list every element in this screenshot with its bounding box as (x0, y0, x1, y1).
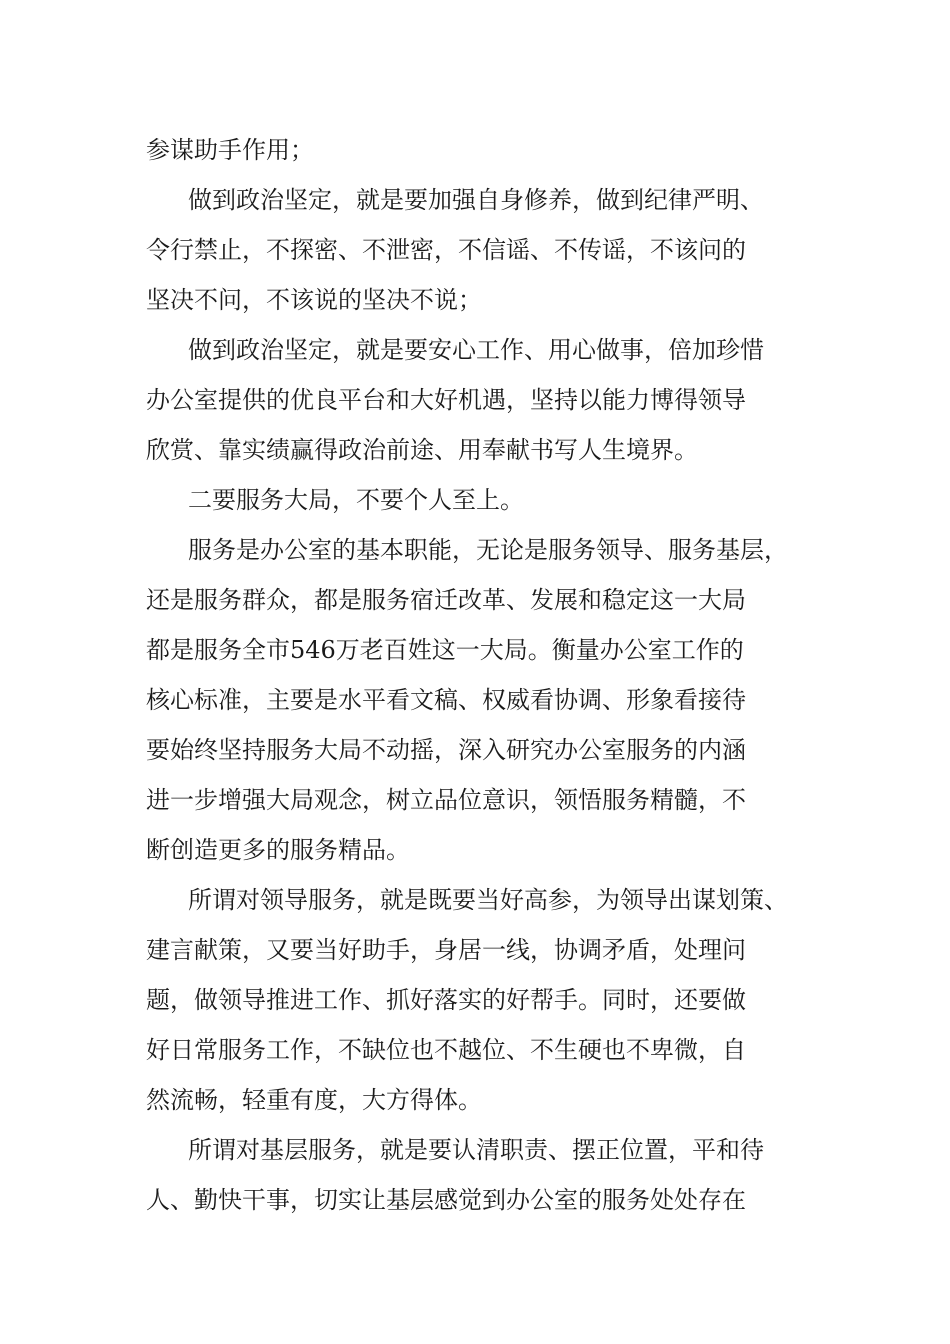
text-line-19: 好日常服务工作，不缺位也不越位、不生硬也不卑微，自 (146, 1036, 746, 1064)
text-line-6: 办公室提供的优良平台和大好机遇，坚持以能力博得领导 (146, 386, 746, 414)
text-line-20: 然流畅，轻重有度，大方得体。 (146, 1086, 482, 1114)
section-heading-line-8: 二要服务大局，不要个人至上。 (188, 486, 524, 514)
text-line-15: 断创造更多的服务精品。 (146, 836, 410, 864)
text-line-13: 要始终坚持服务大局不动摇，深入研究办公室服务的内涵 (146, 736, 746, 764)
text-line-10: 还是服务群众，都是服务宿迁改革、发展和稳定这一大局 (146, 586, 746, 614)
text-line-17: 建言献策，又要当好助手，身居一线，协调矛盾，处理问 (146, 936, 746, 964)
paragraph-start-line-16: 所谓对领导服务，就是既要当好高参，为领导出谋划策、 (188, 886, 788, 914)
text-line-22: 人、勤快干事，切实让基层感觉到办公室的服务处处存在 (146, 1186, 746, 1214)
text-line-14: 进一步增强大局观念，树立品位意识，领悟服务精髓，不 (146, 786, 746, 814)
paragraph-start-line-5: 做到政治坚定，就是要安心工作、用心做事，倍加珍惜 (188, 336, 764, 364)
paragraph-start-line-9: 服务是办公室的基本职能，无论是服务领导、服务基层， (188, 536, 788, 564)
text-line-7: 欣赏、靠实绩赢得政治前途、用奉献书写人生境界。 (146, 436, 698, 464)
paragraph-start-line-21: 所谓对基层服务，就是要认清职责、摆正位置，平和待 (188, 1136, 764, 1164)
text-line-1: 参谋助手作用； (146, 136, 314, 164)
text-line-4: 坚决不问，不该说的坚决不说； (146, 286, 482, 314)
text-line-11: 都是服务全市546万老百姓这一大局。衡量办公室工作的 (146, 636, 744, 664)
paragraph-start-line-2: 做到政治坚定，就是要加强自身修养，做到纪律严明、 (188, 186, 764, 214)
text-line-18: 题，做领导推进工作、抓好落实的好帮手。同时，还要做 (146, 986, 746, 1014)
text-line-12: 核心标准，主要是水平看文稿、权威看协调、形象看接待 (146, 686, 746, 714)
text-line-3: 令行禁止，不探密、不泄密，不信谣、不传谣，不该问的 (146, 236, 746, 264)
